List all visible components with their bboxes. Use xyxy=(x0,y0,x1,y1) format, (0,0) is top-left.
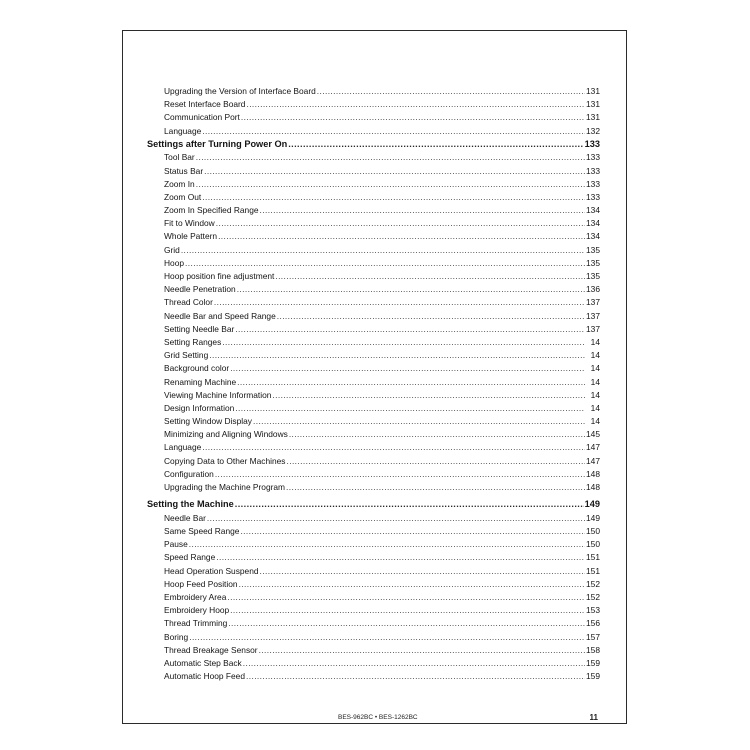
toc-entry xyxy=(147,98,600,111)
toc-entry xyxy=(147,362,600,375)
dot-leader xyxy=(253,415,585,428)
dot-leader xyxy=(277,310,585,323)
dot-leader xyxy=(202,441,585,454)
toc-entry xyxy=(147,125,600,138)
dot-leader xyxy=(260,565,585,578)
page-footer xyxy=(330,713,600,727)
toc-entry xyxy=(147,631,600,644)
toc-entry-title: Automatic Step Back xyxy=(164,657,242,668)
footer-model-names: BES-962BC • BES-1262BC xyxy=(338,714,418,721)
toc-entry-page-number: 14 xyxy=(590,336,600,347)
toc-entry-title: Viewing Machine Information xyxy=(164,389,272,400)
toc-entry-page-number: 14 xyxy=(590,416,600,427)
toc-entry-title: Zoom In Specified Range xyxy=(164,205,259,216)
toc-entry-title: Fit to Window xyxy=(164,218,215,229)
toc-entry xyxy=(147,565,600,578)
dot-leader xyxy=(243,657,585,670)
toc-entry xyxy=(147,204,600,217)
toc-entry-page-number: 134 xyxy=(586,231,600,242)
toc-entry-title: Hoop Feed Position xyxy=(164,578,238,589)
toc-entry-page-number: 133 xyxy=(586,191,600,202)
toc-entry-title: Upgrading the Machine Program xyxy=(164,482,286,493)
toc-entry xyxy=(147,310,600,323)
dot-leader xyxy=(289,428,585,441)
toc-entry xyxy=(147,578,600,591)
dot-leader xyxy=(246,98,585,111)
toc-entry-title: Whole Pattern xyxy=(164,231,218,242)
toc-entry xyxy=(147,591,600,604)
toc-entry xyxy=(147,551,600,564)
toc-entry-page-number: 133 xyxy=(586,165,600,176)
toc-entry-page-number: 151 xyxy=(586,565,600,576)
toc-entry-title: Minimizing and Aligning Windows xyxy=(164,429,288,440)
dot-leader xyxy=(241,111,585,124)
toc-entry xyxy=(147,617,600,630)
toc-entry xyxy=(147,644,600,657)
toc-entry-title: Upgrading the Version of Interface Board xyxy=(164,86,316,96)
dot-leader xyxy=(216,217,585,230)
dot-leader xyxy=(230,362,585,375)
toc-entry-title: Communication Port xyxy=(164,112,240,123)
toc-entry-page-number: 135 xyxy=(586,257,600,268)
toc-entry-page-number: 136 xyxy=(586,284,600,295)
toc-entry-page-number: 137 xyxy=(586,310,600,321)
dot-leader xyxy=(209,349,585,362)
toc-entry-page-number: 152 xyxy=(586,591,600,602)
toc-entry-page-number: 14 xyxy=(590,402,600,413)
dot-leader xyxy=(202,191,585,204)
dot-leader xyxy=(246,670,585,683)
toc-entry-page-number: 149 xyxy=(586,512,600,523)
toc-entry-page-number: 150 xyxy=(586,539,600,550)
dot-leader xyxy=(260,204,585,217)
toc-entry-page-number: 148 xyxy=(586,482,600,493)
toc-entry-page-number: 14 xyxy=(590,376,600,387)
toc-entry-title: Needle Bar xyxy=(164,512,206,523)
toc-entry xyxy=(147,191,600,204)
dot-leader xyxy=(230,604,585,617)
toc-entry xyxy=(147,111,600,124)
toc-entry-page-number: 156 xyxy=(586,618,600,629)
toc-entry xyxy=(147,178,600,191)
dot-leader xyxy=(185,257,585,270)
toc-entry-title: Tool Bar xyxy=(164,152,195,163)
toc-entry-title: Setting Ranges xyxy=(164,336,222,347)
toc-entry-title: Grid Setting xyxy=(164,350,209,361)
toc-entry-title: Same Speed Range xyxy=(164,526,240,536)
toc-entry-title: Needle Bar and Speed Range xyxy=(164,310,276,321)
toc-section-heading xyxy=(147,138,600,152)
toc-entry-title: Head Operation Suspend xyxy=(164,565,259,576)
toc-entry-page-number: 151 xyxy=(586,552,600,563)
toc-entry-title: Needle Penetration xyxy=(164,284,236,295)
toc-entry-title: Embroidery Area xyxy=(164,591,227,602)
table-of-contents xyxy=(147,85,600,683)
toc-entry-title: Boring xyxy=(164,631,189,642)
dot-leader xyxy=(196,178,585,191)
toc-entry-title: Setting Window Display xyxy=(164,416,252,427)
toc-entry-page-number: 14 xyxy=(590,363,600,374)
dot-leader xyxy=(240,525,585,538)
toc-entry-title: Settings after Turning Power On xyxy=(147,138,288,149)
toc-entry xyxy=(147,270,600,283)
dot-leader xyxy=(196,151,585,164)
toc-entry-title: Thread Color xyxy=(164,297,213,308)
dot-leader xyxy=(189,538,585,551)
toc-entry-page-number: 135 xyxy=(586,271,600,282)
toc-entry xyxy=(147,481,600,494)
toc-entry-title: Pause xyxy=(164,539,188,550)
toc-entry-title: Copying Data to Other Machines xyxy=(164,455,286,466)
toc-entry-title: Zoom Out xyxy=(164,191,202,202)
dot-leader xyxy=(181,244,585,257)
toc-entry-page-number: 14 xyxy=(590,389,600,400)
toc-entry xyxy=(147,389,600,402)
dot-leader xyxy=(218,230,585,243)
dot-leader xyxy=(317,85,585,98)
toc-entry xyxy=(147,165,600,178)
toc-entry-title: Thread Trimming xyxy=(164,618,228,629)
toc-entry xyxy=(147,468,600,481)
toc-entry-title: Embroidery Hoop xyxy=(164,605,230,616)
toc-entry xyxy=(147,296,600,309)
toc-entry-page-number: 153 xyxy=(586,605,600,616)
toc-entry xyxy=(147,323,600,336)
toc-entry xyxy=(147,441,600,454)
toc-entry-page-number: 152 xyxy=(586,578,600,589)
toc-entry-page-number: 149 xyxy=(584,499,600,510)
dot-leader xyxy=(207,512,585,525)
toc-entry xyxy=(147,538,600,551)
toc-entry-page-number: 131 xyxy=(586,99,600,110)
toc-entry-page-number: 150 xyxy=(586,526,600,536)
dot-leader xyxy=(215,468,585,481)
toc-entry-page-number: 131 xyxy=(586,86,600,96)
dot-leader xyxy=(202,125,585,138)
toc-entry-title: Hoop position fine adjustment xyxy=(164,271,275,282)
toc-entry-page-number: 159 xyxy=(586,657,600,668)
toc-entry-title: Speed Range xyxy=(164,552,216,563)
toc-entry-title: Language xyxy=(164,442,202,453)
dot-leader xyxy=(288,138,583,152)
toc-entry-page-number: 133 xyxy=(584,138,600,149)
toc-entry-title: Setting the Machine xyxy=(147,499,234,510)
toc-entry xyxy=(147,512,600,525)
dot-leader xyxy=(216,551,585,564)
toc-entry xyxy=(147,257,600,270)
toc-entry xyxy=(147,657,600,670)
dot-leader xyxy=(287,455,586,468)
toc-entry-title: Hoop xyxy=(164,257,185,268)
toc-entry-page-number: 132 xyxy=(586,125,600,136)
toc-entry xyxy=(147,85,600,98)
toc-section-heading xyxy=(147,498,600,512)
toc-entry-title: Zoom In xyxy=(164,178,195,189)
toc-entry-page-number: 137 xyxy=(586,323,600,334)
toc-entry-title: Language xyxy=(164,125,202,136)
toc-entry-page-number: 134 xyxy=(586,205,600,216)
toc-entry-title: Renaming Machine xyxy=(164,376,237,387)
toc-entry xyxy=(147,415,600,428)
toc-entry xyxy=(147,604,600,617)
dot-leader xyxy=(259,644,585,657)
dot-leader xyxy=(286,481,585,494)
toc-entry-title: Configuration xyxy=(164,468,214,479)
toc-entry-title: Background color xyxy=(164,363,230,374)
dot-leader xyxy=(227,591,585,604)
toc-entry xyxy=(147,428,600,441)
toc-entry-page-number: 137 xyxy=(586,297,600,308)
dot-leader xyxy=(239,578,585,591)
toc-entry-title: Thread Breakage Sensor xyxy=(164,644,258,655)
toc-entry-page-number: 14 xyxy=(590,350,600,361)
toc-entry-title: Reset Interface Board xyxy=(164,99,246,110)
toc-entry-page-number: 157 xyxy=(586,631,600,642)
toc-entry xyxy=(147,230,600,243)
dot-leader xyxy=(237,283,585,296)
toc-entry xyxy=(147,336,600,349)
dot-leader xyxy=(272,389,585,402)
dot-leader xyxy=(214,296,585,309)
toc-entry-title: Status Bar xyxy=(164,165,204,176)
dot-leader xyxy=(235,323,585,336)
toc-entry-page-number: 148 xyxy=(586,468,600,479)
dot-leader xyxy=(189,631,585,644)
toc-entry-page-number: 131 xyxy=(586,112,600,123)
toc-entry-page-number: 134 xyxy=(586,218,600,229)
toc-entry-page-number: 145 xyxy=(586,429,600,440)
toc-entry-page-number: 133 xyxy=(586,152,600,163)
toc-entry-page-number: 147 xyxy=(586,455,600,466)
toc-entry xyxy=(147,283,600,296)
dot-leader xyxy=(228,617,585,630)
toc-entry-title: Setting Needle Bar xyxy=(164,323,235,334)
toc-entry-page-number: 159 xyxy=(586,671,600,682)
toc-entry xyxy=(147,349,600,362)
toc-entry-page-number: 135 xyxy=(586,244,600,255)
dot-leader xyxy=(204,165,585,178)
toc-entry-page-number: 133 xyxy=(586,178,600,189)
toc-entry xyxy=(147,402,600,415)
dot-leader xyxy=(275,270,585,283)
dot-leader xyxy=(235,498,584,512)
toc-entry xyxy=(147,455,600,468)
toc-entry xyxy=(147,376,600,389)
dot-leader xyxy=(237,376,585,389)
toc-entry xyxy=(147,670,600,683)
toc-entry xyxy=(147,525,600,538)
toc-entry xyxy=(147,244,600,257)
toc-entry-title: Grid xyxy=(164,244,180,255)
toc-entry xyxy=(147,217,600,230)
toc-entry-title: Design Information xyxy=(164,402,235,413)
toc-entry xyxy=(147,151,600,164)
toc-entry-title: Automatic Hoop Feed xyxy=(164,671,246,682)
footer-page-number: 11 xyxy=(589,713,598,722)
toc-entry-page-number: 147 xyxy=(586,442,600,453)
dot-leader xyxy=(235,402,585,415)
dot-leader xyxy=(222,336,585,349)
toc-entry-page-number: 158 xyxy=(586,644,600,655)
